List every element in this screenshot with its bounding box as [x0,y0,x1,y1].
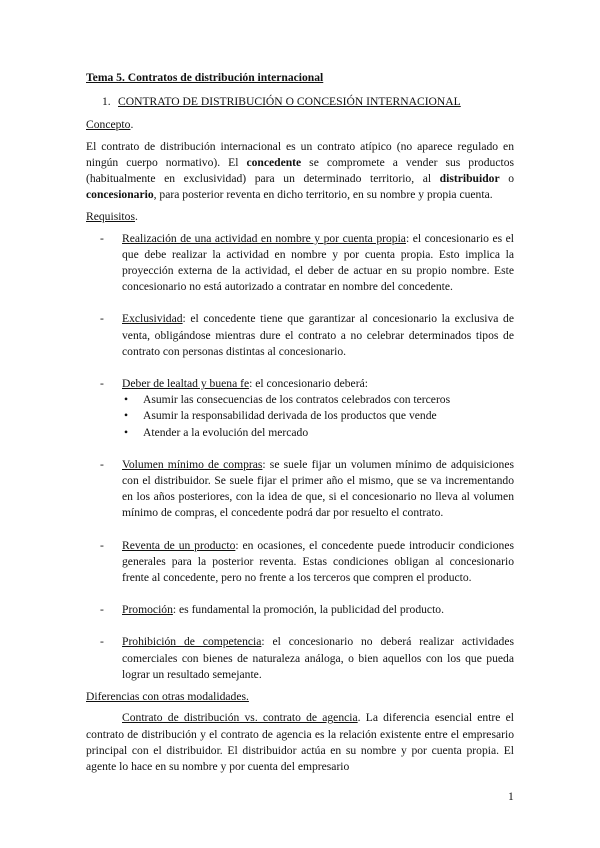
page-number: 1 [508,790,514,803]
diferencias-subheading: Contrato de distribución vs. contrato de agencia [122,711,358,725]
requisito-label: Volumen mínimo de compras [122,457,263,471]
dash-marker: - [100,231,104,245]
bullet-list [122,392,514,441]
document-body [86,70,514,775]
section-heading [86,94,514,110]
diferencias-paragraph [86,710,514,775]
requisito-text: : el concesionario es el que debe realizar la actividad en nombre y por cuenta propia. Esto implica la proyección externa de la actividad, el deber de actuar en su propio nombre. Este concesionario no está autorizado a contratar en nombre del concedente. [122,231,515,294]
concepto-text-4: , para posterior reventa en dicho territorio, en su nombre y propia cuenta. [153,188,493,202]
requisito-label: Promoción [122,603,173,617]
bullet-item: • Asumir las consecuencias de los contratos celebrados con terceros [122,392,514,408]
diferencias-text: . La diferencia esencial entre el contrato de distribución y el contrato de agencia es la relación existente entre el empresario principal con el distribuidor. El distribuidor actúa en su nombre y por cuenta propia. El agente lo hace en su nombre y por cuenta del empresario [86,711,515,773]
document-title: Tema 5. Contratos de distribución internacional [86,71,324,84]
requisitos-heading-suffix: . [134,210,138,224]
requisito-item [86,538,514,587]
requisito-item [86,231,514,296]
requisito-text: : el concesionario no deberá realizar actividades comerciales con bienes de naturaleza análoga, o bien aquellos con los que pueda lograr un resultado semejante. [122,635,514,681]
requisito-item [86,457,514,522]
concepto-heading-suffix: . [130,118,134,132]
concepto-text-2: se compromete a vender sus productos (habitualmente en exclusividad) para un determinado territorio, al [86,155,514,186]
dash-marker: - [100,603,104,617]
concepto-text-1: El contrato de distribución internacional es un contrato atípico (no aparece regulado en ningún cuerpo normativo). El [86,139,514,169]
requisito-item [86,376,514,441]
requisito-text: : se suele fijar un volumen mínimo de adquisiciones con el distribuidor. Se suele fijar el primer año el mismo, que se va incrementando en los años posteriores, con la idea de que, si el concesionario no lleva al volumen mínimo de compras, el concedente podrá dar por resuelto el contrato. [122,457,514,520]
requisito-item [86,634,514,683]
dash-marker: - [100,635,104,649]
requisito-label: Exclusividad [122,312,183,326]
requisito-label: Prohibición de competencia [122,635,262,649]
diferencias-heading: Diferencias con otras modalidades. [86,690,249,704]
dash-marker: - [100,538,104,552]
concepto-heading-text: Concepto [86,118,131,132]
term-concedente: concedente [246,155,302,169]
section-title: CONTRATO DE DISTRIBUCIÓN O CONCESIÓN INTERNACIONAL [118,95,461,109]
bullet-item: • Asumir la responsabilidad derivada de los productos que vende [122,408,514,424]
concepto-heading [86,117,514,133]
requisitos-heading-text: Requisitos [86,210,135,224]
requisito-text: : en ocasiones, el concedente puede introducir condiciones generales para la posterior reventa. Estas condiciones obligan al concesionario frente al concedente, pero no frente a los terceros que compren el producto. [122,538,514,585]
requisito-label: Realización de una actividad en nombre y por cuenta propia [122,231,406,245]
requisito-text: : el concesionario deberá: [249,377,368,391]
dash-marker: - [100,377,104,391]
requisito-label: Reventa de un producto [122,538,236,552]
bullet-item: • Atender a la evolución del mercado [122,425,514,441]
requisito-item [86,602,514,618]
requisitos-heading [86,209,514,225]
requisito-label: Deber de lealtad y buena fe [122,377,250,391]
requisito-text: : es fundamental la promoción, la publicidad del producto. [172,603,444,617]
term-distribuidor: distribuidor [439,172,500,186]
section-number: 1. [102,95,111,109]
requisito-item [86,311,514,360]
concepto-paragraph [86,139,514,204]
requisito-text: : el concedente tiene que garantizar al concesionario la exclusiva de venta, obligándose mientras dure el contrato a no celebrar determinados tipos de contrato con personas distintas al concesionario. [122,312,514,358]
dash-marker: - [100,312,104,326]
concepto-text-3: o [499,172,514,186]
term-concesionario: concesionario [86,188,154,202]
dash-marker: - [100,457,104,471]
